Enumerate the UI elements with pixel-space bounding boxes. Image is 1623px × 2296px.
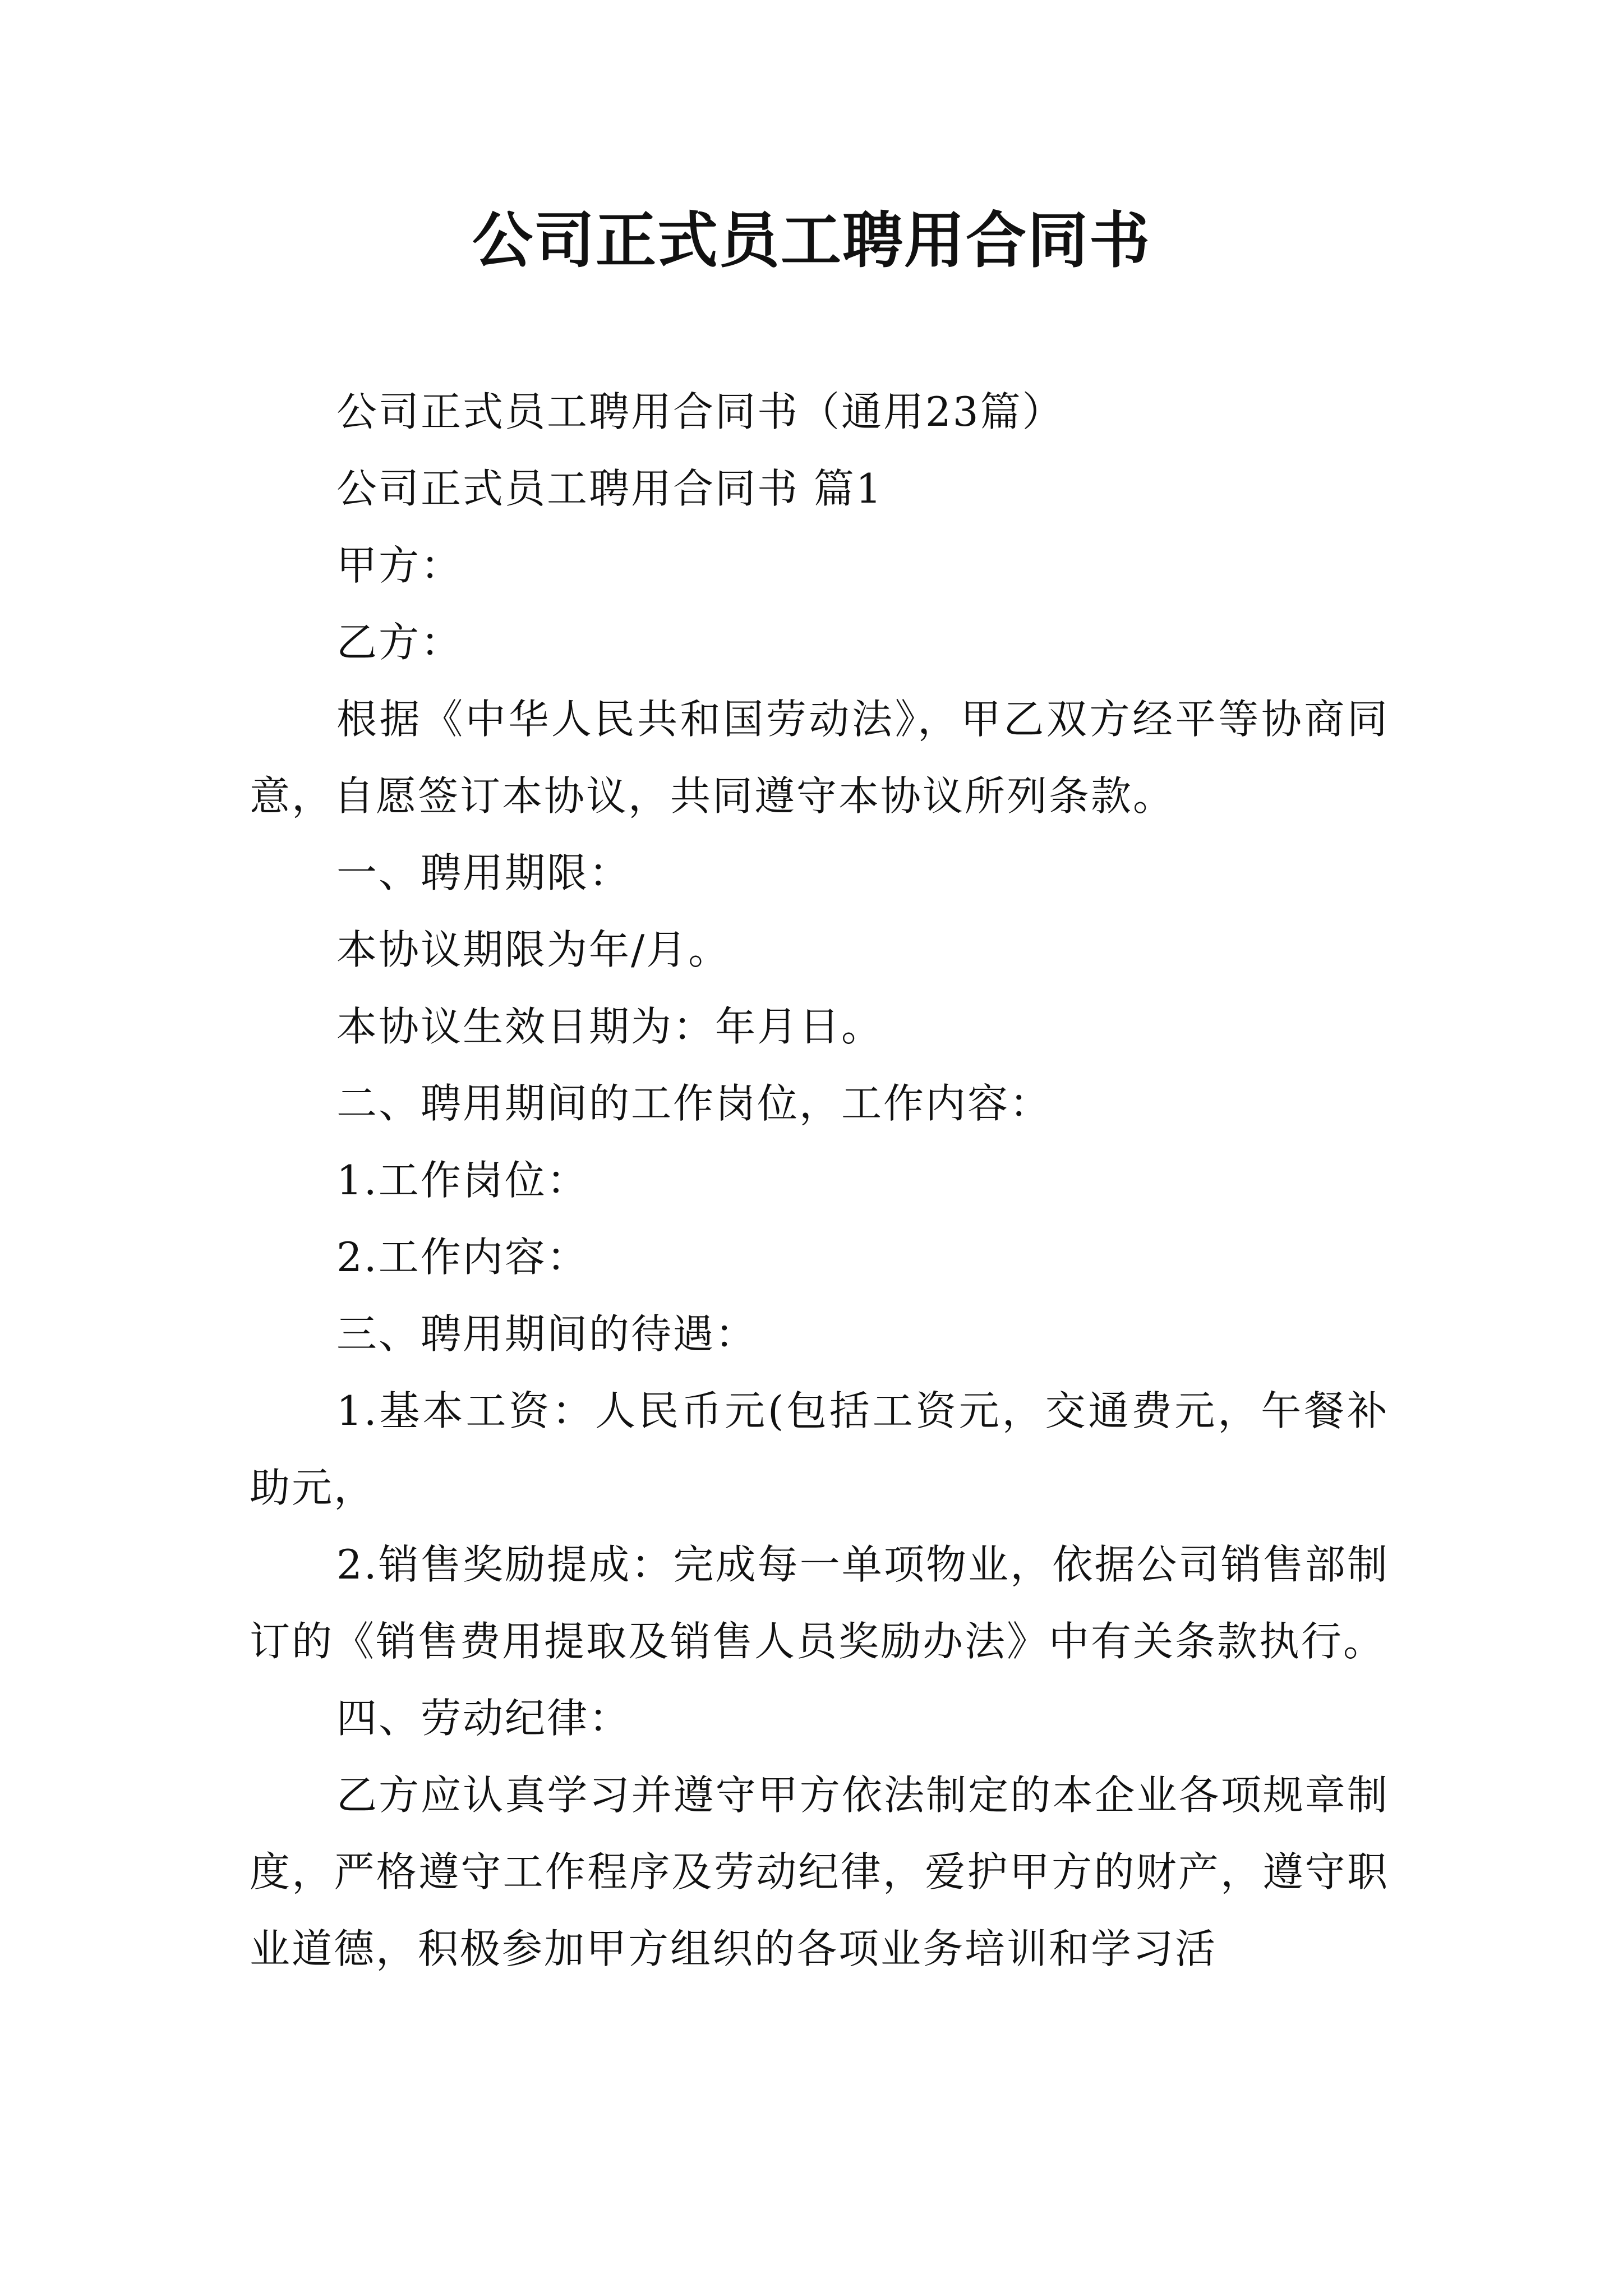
clause-heading-discipline: 四、劳动纪律： xyxy=(336,1695,631,1742)
clause-heading-compensation: 三、聘用期间的待遇： xyxy=(336,1310,758,1358)
job-position-line: 1.工作岗位： xyxy=(336,1157,589,1204)
section-heading: 公司正式员工聘用合同书 篇1 xyxy=(336,465,883,512)
party-b-line: 乙方： xyxy=(336,619,463,666)
clause-heading-position: 二、聘用期间的工作岗位，工作内容： xyxy=(336,1080,1052,1127)
discipline-paragraph: 乙方应认真学习并遵守甲方依法制定的本企业各项规章制度，严格遵守工作程序及劳动纪律，爱护甲方的财产，遵守职业道德，积极参加甲方组织的各项业务培训和学习活 xyxy=(250,1772,1389,1972)
preamble-paragraph: 根据《中华人民共和国劳动法》，甲乙双方经平等协商同意，自愿签订本协议，共同遵守本协议所列条款。 xyxy=(250,696,1389,820)
sales-commission-paragraph: 2.销售奖励提成：完成每一单项物业，依据公司销售部制订的《销售费用提取及销售人员奖励办法》中有关条款执行。 xyxy=(250,1541,1389,1665)
document-body xyxy=(250,374,1389,1987)
term-duration-line: 本协议期限为年/月。 xyxy=(336,926,731,973)
job-content-line: 2.工作内容： xyxy=(336,1234,589,1281)
base-salary-paragraph: 1.基本工资：人民币元(包括工资元，交通费元，午餐补助元， xyxy=(250,1387,1389,1511)
effective-date-line: 本协议生效日期为：年月日。 xyxy=(336,1003,884,1050)
clause-heading-term: 一、聘用期限： xyxy=(336,849,631,896)
document-title: 公司正式员工聘用合同书 xyxy=(472,206,1151,276)
subtitle-paragraph: 公司正式员工聘用合同书（通用23篇） xyxy=(336,388,1064,435)
party-a-line: 甲方： xyxy=(336,542,463,589)
